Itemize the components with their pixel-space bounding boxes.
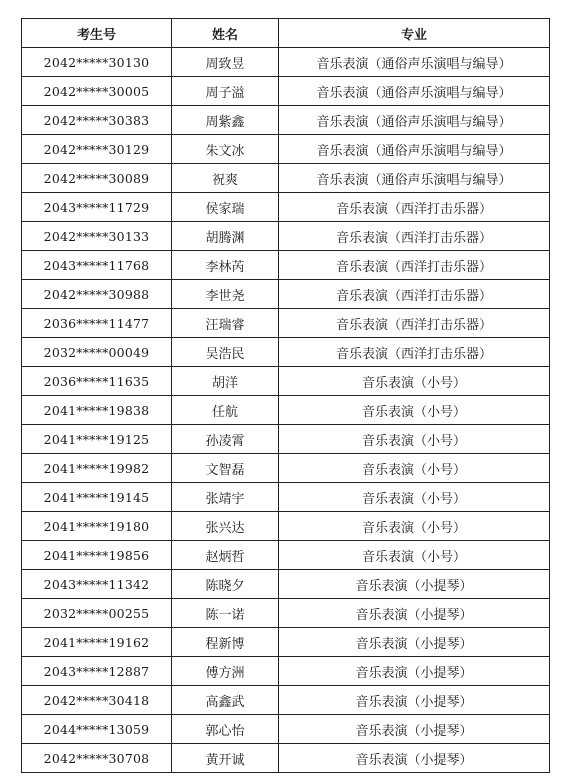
table-row [22, 309, 550, 338]
cell-name: 赵炳哲 [172, 541, 279, 570]
table-row [22, 715, 550, 744]
cell-major: 音乐表演（西洋打击乐器） [279, 280, 550, 309]
table-row [22, 657, 550, 686]
cell-major: 音乐表演（小提琴） [279, 599, 550, 628]
cell-exam-number: 2036*****11635 [22, 367, 172, 396]
cell-exam-number: 2042*****30005 [22, 77, 172, 106]
table-row [22, 628, 550, 657]
cell-exam-number: 2041*****19856 [22, 541, 172, 570]
cell-name: 李世尧 [172, 280, 279, 309]
cell-exam-number: 2032*****00049 [22, 338, 172, 367]
document-page [21, 18, 549, 773]
table-row [22, 106, 550, 135]
cell-name: 傅方洲 [172, 657, 279, 686]
cell-name: 胡腾渊 [172, 222, 279, 251]
table-row [22, 512, 550, 541]
cell-major: 音乐表演（西洋打击乐器） [279, 338, 550, 367]
cell-major: 音乐表演（西洋打击乐器） [279, 193, 550, 222]
admission-table [21, 18, 550, 773]
cell-name: 陈一诺 [172, 599, 279, 628]
cell-exam-number: 2036*****11477 [22, 309, 172, 338]
cell-exam-number: 2042*****30708 [22, 744, 172, 773]
cell-exam-number: 2042*****30129 [22, 135, 172, 164]
cell-exam-number: 2044*****13059 [22, 715, 172, 744]
table-row [22, 338, 550, 367]
cell-name: 李林芮 [172, 251, 279, 280]
cell-exam-number: 2042*****30988 [22, 280, 172, 309]
cell-name: 文智磊 [172, 454, 279, 483]
table-row [22, 367, 550, 396]
cell-exam-number: 2041*****19125 [22, 425, 172, 454]
cell-major: 音乐表演（西洋打击乐器） [279, 309, 550, 338]
table-row [22, 570, 550, 599]
table-row [22, 251, 550, 280]
table-row [22, 193, 550, 222]
header-exam-number: 考生号 [22, 19, 172, 48]
cell-name: 孙凌霄 [172, 425, 279, 454]
table-row [22, 599, 550, 628]
cell-exam-number: 2042*****30418 [22, 686, 172, 715]
cell-name: 陈晓夕 [172, 570, 279, 599]
cell-name: 汪瑞睿 [172, 309, 279, 338]
cell-exam-number: 2043*****12887 [22, 657, 172, 686]
cell-exam-number: 2042*****30383 [22, 106, 172, 135]
cell-exam-number: 2043*****11729 [22, 193, 172, 222]
cell-major: 音乐表演（小提琴） [279, 657, 550, 686]
table-row [22, 48, 550, 77]
table-header [22, 19, 550, 48]
cell-name: 张兴达 [172, 512, 279, 541]
cell-major: 音乐表演（小号） [279, 367, 550, 396]
cell-major: 音乐表演（小号） [279, 425, 550, 454]
cell-major: 音乐表演（西洋打击乐器） [279, 251, 550, 280]
cell-name: 吴浩民 [172, 338, 279, 367]
cell-major: 音乐表演（通俗声乐演唱与编导） [279, 77, 550, 106]
cell-major: 音乐表演（小号） [279, 483, 550, 512]
cell-exam-number: 2041*****19982 [22, 454, 172, 483]
cell-exam-number: 2041*****19162 [22, 628, 172, 657]
cell-major: 音乐表演（通俗声乐演唱与编导） [279, 164, 550, 193]
cell-exam-number: 2041*****19838 [22, 396, 172, 425]
table-row [22, 686, 550, 715]
cell-major: 音乐表演（小号） [279, 541, 550, 570]
cell-exam-number: 2041*****19145 [22, 483, 172, 512]
table-row [22, 77, 550, 106]
cell-major: 音乐表演（小号） [279, 512, 550, 541]
cell-name: 郭心怡 [172, 715, 279, 744]
cell-exam-number: 2043*****11342 [22, 570, 172, 599]
cell-name: 周子溢 [172, 77, 279, 106]
cell-major: 音乐表演（小提琴） [279, 628, 550, 657]
cell-name: 黄开诚 [172, 744, 279, 773]
cell-major: 音乐表演（西洋打击乐器） [279, 222, 550, 251]
cell-major: 音乐表演（通俗声乐演唱与编导） [279, 48, 550, 77]
cell-major: 音乐表演（小号） [279, 396, 550, 425]
cell-exam-number: 2042*****30089 [22, 164, 172, 193]
table-row [22, 396, 550, 425]
cell-name: 高鑫武 [172, 686, 279, 715]
cell-name: 祝爽 [172, 164, 279, 193]
cell-major: 音乐表演（通俗声乐演唱与编导） [279, 106, 550, 135]
cell-major: 音乐表演（小号） [279, 454, 550, 483]
table-row [22, 222, 550, 251]
cell-major: 音乐表演（小提琴） [279, 686, 550, 715]
cell-name: 胡洋 [172, 367, 279, 396]
cell-major: 音乐表演（小提琴） [279, 570, 550, 599]
cell-exam-number: 2042*****30130 [22, 48, 172, 77]
table-row [22, 454, 550, 483]
table-row [22, 541, 550, 570]
cell-major: 音乐表演（小提琴） [279, 744, 550, 773]
cell-exam-number: 2043*****11768 [22, 251, 172, 280]
cell-name: 程新博 [172, 628, 279, 657]
table-row [22, 425, 550, 454]
cell-exam-number: 2032*****00255 [22, 599, 172, 628]
cell-exam-number: 2042*****30133 [22, 222, 172, 251]
cell-exam-number: 2041*****19180 [22, 512, 172, 541]
cell-name: 侯家瑞 [172, 193, 279, 222]
cell-name: 周紫鑫 [172, 106, 279, 135]
cell-name: 任航 [172, 396, 279, 425]
cell-name: 周致昱 [172, 48, 279, 77]
header-name: 姓名 [172, 19, 279, 48]
table-row [22, 744, 550, 773]
table-row [22, 483, 550, 512]
header-major: 专业 [279, 19, 550, 48]
cell-major: 音乐表演（小提琴） [279, 715, 550, 744]
cell-name: 朱文冰 [172, 135, 279, 164]
table-row [22, 280, 550, 309]
table-body [22, 48, 550, 773]
cell-name: 张靖宇 [172, 483, 279, 512]
table-row [22, 164, 550, 193]
table-row [22, 135, 550, 164]
header-row [22, 19, 550, 48]
cell-major: 音乐表演（通俗声乐演唱与编导） [279, 135, 550, 164]
